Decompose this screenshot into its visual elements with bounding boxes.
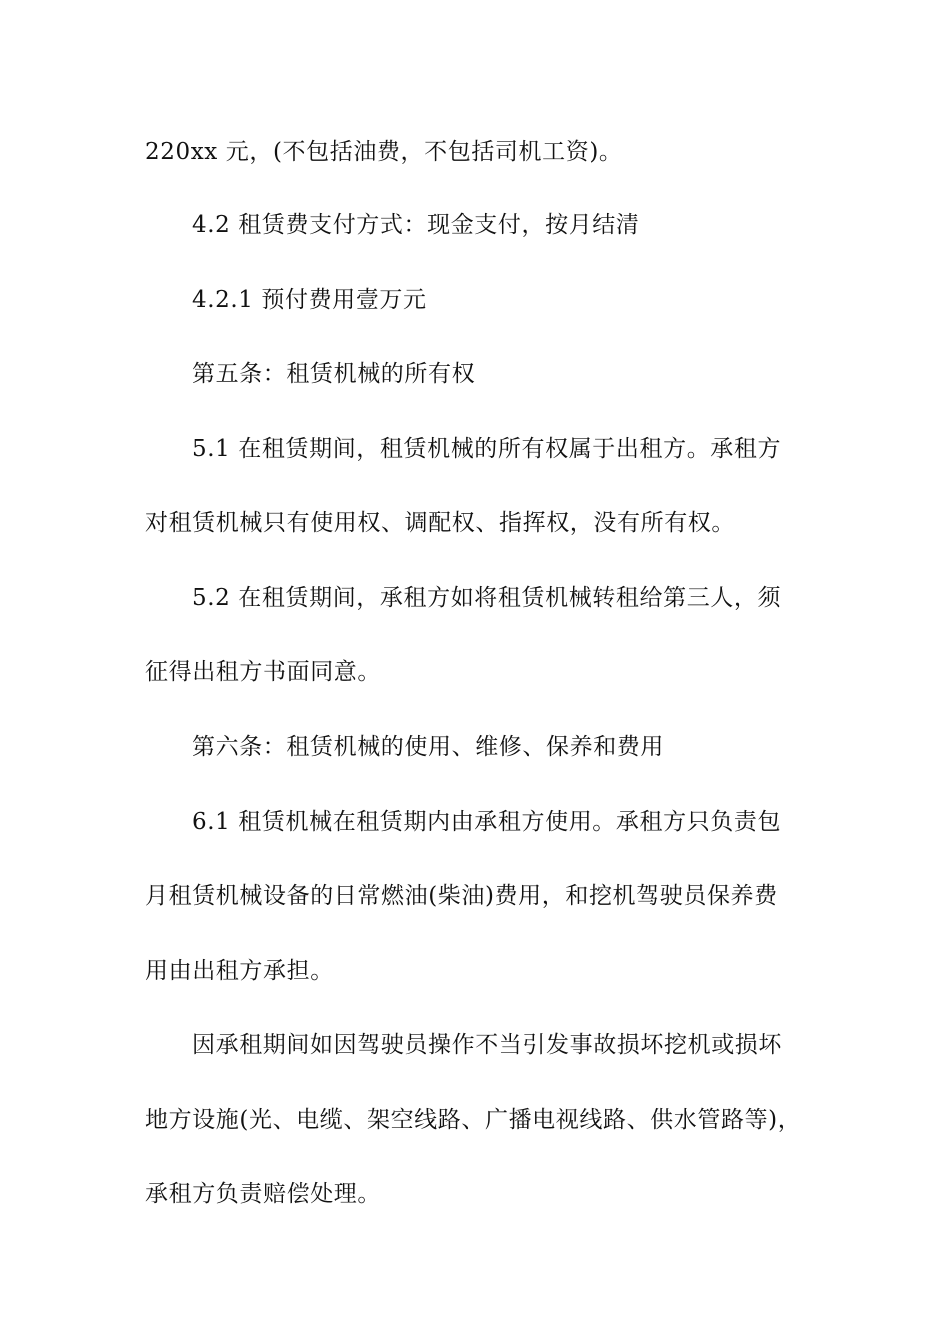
text-line-7: 5.2 在租赁期间，承租方如将租赁机械转租给第三人，须 [192,585,782,611]
text-line-15: 承租方负责赔偿处理。 [145,1181,381,1207]
section-heading-5: 第五条：租赁机械的所有权 [192,361,476,387]
text-line-1: 220xx 元，(不包括油费，不包括司机工资)。 [145,139,623,165]
text-line-10: 6.1 租赁机械在租赁期内由承租方使用。承租方只负责包 [192,809,782,835]
text-line-3: 4.2.1 预付费用壹万元 [192,287,427,313]
text-line-2: 4.2 租赁费支付方式：现金支付，按月结清 [192,212,640,238]
text-line-12: 用由出租方承担。 [145,958,334,984]
text-line-5: 5.1 在租赁期间，租赁机械的所有权属于出租方。承租方 [192,436,782,462]
section-heading-6: 第六条：租赁机械的使用、维修、保养和费用 [192,734,664,760]
text-line-11: 月租赁机械设备的日常燃油(柴油)费用，和挖机驾驶员保养费 [145,883,778,909]
text-line-13: 因承租期间如因驾驶员操作不当引发事故损坏挖机或损坏 [192,1032,782,1058]
text-line-14: 地方设施(光、电缆、架空线路、广播电视线路、供水管路等)， [145,1107,802,1133]
text-line-8: 征得出租方书面同意。 [145,659,381,685]
text-line-6: 对租赁机械只有使用权、调配权、指挥权，没有所有权。 [145,510,735,536]
